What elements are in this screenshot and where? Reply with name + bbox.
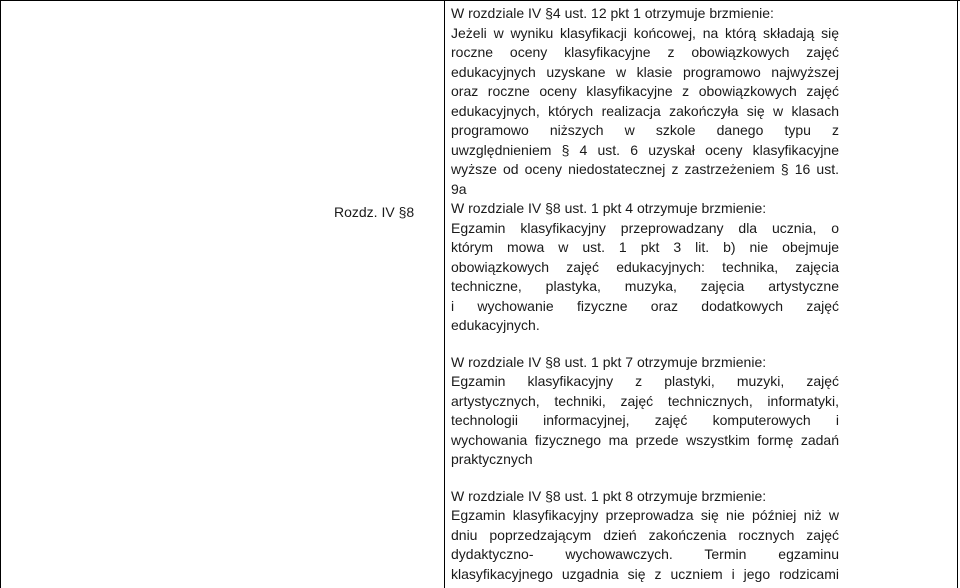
amendment-paragraph [451, 4, 839, 199]
paragraph-spacer [451, 336, 839, 353]
paragraph-spacer [451, 470, 839, 487]
table-border-right [957, 0, 958, 588]
amendment-text-line: uwzględnieniem § 4 ust. 6 uzyskał oceny klasyfikacyjne [451, 141, 839, 158]
amendment-text-line: roczne oceny klasyfikacyjne z obowiązkowych zajęć [451, 44, 839, 60]
amendment-text-cell [451, 4, 839, 584]
amendment-text-line: artystycznych, techniki, zajęć technicznych, informatyki, [451, 392, 839, 409]
amendment-text-line: praktycznych [451, 451, 533, 467]
amendment-heading-line: W rozdziale IV §4 ust. 12 pkt 1 otrzymuje brzmienie: [451, 5, 774, 21]
amendment-text-line: wyższe od oceny niedostatecznej z zastrzeżeniem § 16 ust. [451, 161, 839, 177]
amendment-text-line: dydaktyczno- wychowawczych. Termin egzaminu [451, 546, 839, 562]
amendment-text-line: wychowania fizycznego ma przede wszystkim formę zadań [451, 431, 839, 448]
amendment-text-line: Egzamin klasyfikacyjny przeprowadza się nie później niż w [451, 507, 839, 523]
amendment-text-line: edukacyjnych uzyskane w klasie programowo najwyższej [451, 63, 839, 80]
amendment-text-line: obowiązkowych zajęć edukacyjnych: technika, zajęcia [451, 258, 839, 275]
amendment-heading-line: W rozdziale IV §8 ust. 1 pkt 4 otrzymuje brzmienie: [451, 200, 767, 216]
row-label-cell: Rozdz. IV §8 [334, 204, 415, 220]
amendment-paragraph [451, 199, 839, 336]
amendment-heading-line: W rozdziale IV §8 ust. 1 pkt 8 otrzymuje brzmienie: [451, 487, 767, 504]
amendment-text-line: dniu poprzedzającym dzień zakończenia rocznych zajęć [451, 526, 839, 543]
table-column-divider [444, 0, 445, 588]
amendment-text-line: programowo niższych w szkole danego typu z [451, 122, 839, 138]
amendment-text-line: i wychowanie fizyczne oraz dodatkowych zajęć [451, 297, 839, 314]
amendment-text-line: Egzamin klasyfikacyjny z plastyki, muzyki, zajęć [451, 373, 839, 389]
amendment-heading-line: W rozdziale IV §8 ust. 1 pkt 7 otrzymuje brzmienie: [451, 353, 767, 370]
amendment-text-line: Jeżeli w wyniku klasyfikacji końcowej, na którą składają się [451, 24, 839, 41]
table-border-top [0, 0, 960, 1]
amendment-paragraph [451, 487, 839, 585]
amendment-text-line: technologii informacyjnej, zajęć komputerowych i [451, 412, 839, 428]
amendment-text-line: Egzamin klasyfikacyjny przeprowadzany dla ucznia, o [451, 219, 839, 236]
amendment-text-line: klasyfikacyjnego uzgadnia się z uczniem i jego rodzicami [451, 565, 839, 582]
amendment-text-line: edukacyjnych, których realizacja zakończyła się w klasach [451, 102, 839, 119]
amendment-paragraph [451, 353, 839, 470]
amendment-text-line: oraz roczne oceny klasyfikacyjne z obowiązkowych zajęć [451, 83, 839, 99]
table-border-left [0, 0, 1, 588]
amendment-text-line: edukacyjnych. [451, 317, 540, 333]
amendment-text-line: techniczne, plastyka, muzyka, zajęcia artystyczne [451, 278, 839, 294]
amendment-text-line: 9a [451, 180, 467, 197]
amendment-text-line: którym mowa w ust. 1 pkt 3 lit. b) nie obejmuje [451, 239, 839, 255]
